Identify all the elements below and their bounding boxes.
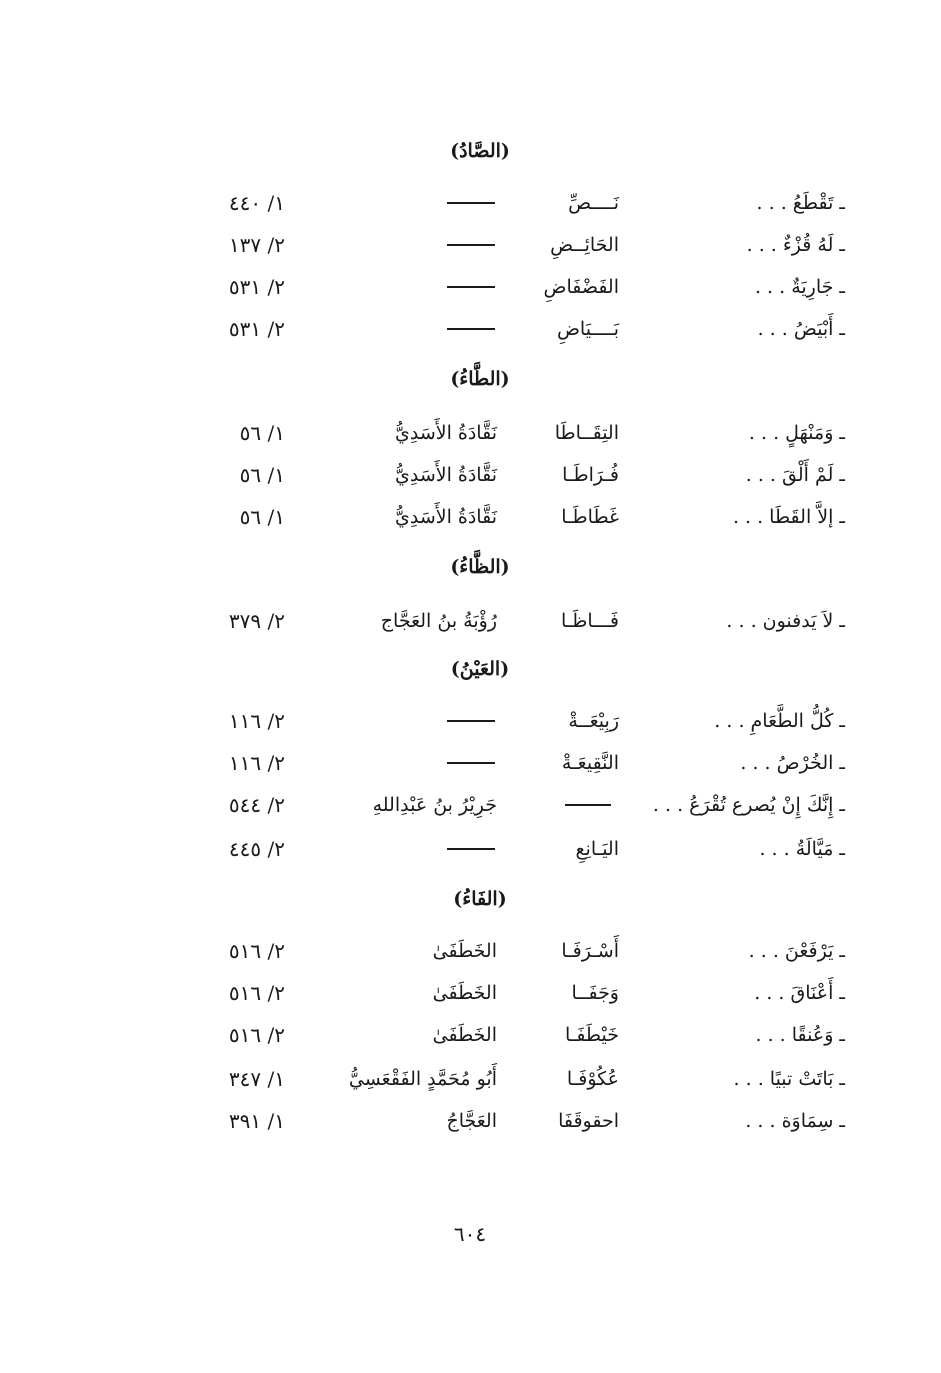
verse-opening: ـ أَعْنَاقَ . . . bbox=[754, 982, 845, 1004]
poet-name: رُؤْبَةُ بنُ العَجَّاج bbox=[380, 610, 497, 632]
section-heading-zaa: (الظَّاءُ) bbox=[450, 556, 510, 578]
poet-name: الخَطَفَىٰ bbox=[432, 1024, 497, 1046]
table-row bbox=[0, 500, 941, 534]
table-row bbox=[0, 228, 941, 262]
verse-opening: ـ أَبْيَضُ . . . bbox=[757, 318, 845, 340]
poet-name: العَجَّاجُ bbox=[446, 1110, 497, 1132]
volume-page-ref: ١/ ٥٦ bbox=[239, 421, 285, 445]
rhyme-word: نَــــصِّ bbox=[568, 192, 619, 214]
verse-opening: ـ لاَ يَدفنون . . . bbox=[726, 610, 845, 632]
rhyme-word: عُكُوْفَـا bbox=[566, 1068, 619, 1090]
table-row bbox=[0, 934, 941, 968]
volume-page-ref: ٢/ ١١٦ bbox=[228, 751, 285, 775]
verse-opening: ـ سِمَاوَة . . . bbox=[745, 1110, 845, 1132]
poet-name: نَقَّادَةُ الأَسَدِيُّ bbox=[394, 506, 497, 528]
rhyme-word: التِقَــاطَا bbox=[554, 422, 619, 444]
poet-unknown-dash bbox=[447, 328, 495, 330]
volume-page-ref: ٢/ ٥١٦ bbox=[228, 981, 285, 1005]
volume-page-ref: ١/ ٣٤٧ bbox=[228, 1067, 285, 1091]
table-row bbox=[0, 312, 941, 346]
rhyme-unknown-dash bbox=[565, 804, 611, 806]
section-heading-ayn: (العَيْنُ) bbox=[450, 658, 510, 680]
rhyme-word: رَبِيْعَــةْ bbox=[568, 710, 619, 732]
poet-unknown-dash bbox=[447, 286, 495, 288]
rhyme-word: اليَـانِعِ bbox=[575, 838, 619, 860]
verse-opening: ـ كُلُّ الطَّعَامِ . . . bbox=[714, 710, 845, 732]
volume-page-ref: ١/ ٣٩١ bbox=[228, 1109, 285, 1133]
verse-opening: ـ مَيَّالَةُ . . . bbox=[759, 838, 845, 860]
table-row bbox=[0, 788, 941, 822]
table-row bbox=[0, 458, 941, 492]
rhyme-word: خَيْطَفَـا bbox=[564, 1024, 619, 1046]
verse-opening: ـ وَعُنقًا . . . bbox=[755, 1024, 845, 1046]
poet-unknown-dash bbox=[447, 202, 495, 204]
poet-name: نَقَّادَةُ الأَسَدِيُّ bbox=[394, 464, 497, 486]
verse-opening: ـ وَمَنْهَلٍ . . . bbox=[748, 422, 845, 444]
section-heading-faa: (الفَاءُ) bbox=[453, 888, 507, 910]
volume-page-ref: ١/ ٥٦ bbox=[239, 505, 285, 529]
volume-page-ref: ٢/ ٤٤٥ bbox=[228, 837, 285, 861]
poet-name: نَقَّادَةُ الأَسَدِيُّ bbox=[394, 422, 497, 444]
volume-page-ref: ١/ ٤٤٠ bbox=[228, 191, 285, 215]
table-row bbox=[0, 1062, 941, 1096]
rhyme-word: احقوقَفَا bbox=[558, 1110, 619, 1132]
table-row bbox=[0, 976, 941, 1010]
verse-opening: ـ بَاتَتْ تبيًا . . . bbox=[733, 1068, 845, 1090]
table-row bbox=[0, 1018, 941, 1052]
rhyme-word: الفَضْفَاضِ bbox=[543, 276, 619, 298]
poet-unknown-dash bbox=[447, 244, 495, 246]
volume-page-ref: ٢/ ٥٤٤ bbox=[228, 793, 285, 817]
poet-unknown-dash bbox=[447, 848, 495, 850]
table-row bbox=[0, 746, 941, 780]
table-row bbox=[0, 832, 941, 866]
volume-page-ref: ١/ ٥٦ bbox=[239, 463, 285, 487]
rhyme-word: بَــــيَاضِ bbox=[556, 318, 619, 340]
rhyme-word: غَطَاطَـا bbox=[561, 506, 619, 528]
table-row bbox=[0, 1104, 941, 1138]
section-heading-taa: (الطَّاءُ) bbox=[450, 368, 510, 390]
volume-page-ref: ٢/ ٥٣١ bbox=[228, 317, 285, 341]
volume-page-ref: ٢/ ٥٣١ bbox=[228, 275, 285, 299]
volume-page-ref: ٢/ ١١٦ bbox=[228, 709, 285, 733]
verse-opening: ـ يَرْفَعْنَ . . . bbox=[748, 940, 845, 962]
verse-opening: ـ الخُرْصُ . . . bbox=[740, 752, 845, 774]
rhyme-word: الحَائِــضِ bbox=[550, 234, 619, 256]
volume-page-ref: ٢/ ١٣٧ bbox=[228, 233, 285, 257]
verse-opening: ـ جَارِيَةٌ . . . bbox=[754, 276, 845, 298]
rhyme-word: النَّقِيعَـةْ bbox=[561, 752, 619, 774]
table-row bbox=[0, 604, 941, 638]
poet-name: الخَطَفَىٰ bbox=[432, 982, 497, 1004]
table-row bbox=[0, 186, 941, 220]
verse-opening: ـ لَهُ قُزْءٌ . . . bbox=[746, 234, 845, 256]
poet-name: الخَطَفَىٰ bbox=[432, 940, 497, 962]
verse-opening: ـ تَقْطَعُ . . . bbox=[756, 192, 845, 214]
poet-name: أَبُو مُحَمَّدٍ الفَقْعَسِيُّ bbox=[348, 1068, 497, 1090]
poet-unknown-dash bbox=[447, 762, 495, 764]
verse-opening: ـ إِنَّكَ إِنْ يُصرع تُقْرَعُ . . . bbox=[652, 794, 845, 816]
poet-name: جَرِيْرُ بنُ عَبْدِاللهِ bbox=[372, 794, 497, 816]
volume-page-ref: ٢/ ٥١٦ bbox=[228, 1023, 285, 1047]
rhyme-word: فُـرَاطَـا bbox=[562, 464, 619, 486]
verse-opening: ـ لَمْ أَلْقَ . . . bbox=[745, 464, 845, 486]
rhyme-word: أَسْـرَفَـا bbox=[561, 940, 619, 962]
table-row bbox=[0, 416, 941, 450]
volume-page-ref: ٢/ ٣٧٩ bbox=[228, 609, 285, 633]
section-heading-sad: (الصَّادُ) bbox=[450, 140, 510, 162]
table-row bbox=[0, 270, 941, 304]
rhyme-word: وَجَفَــا bbox=[571, 982, 619, 1004]
volume-page-ref: ٢/ ٥١٦ bbox=[228, 939, 285, 963]
poet-unknown-dash bbox=[447, 720, 495, 722]
verse-opening: ـ إلاَّ القَطَا . . . bbox=[732, 506, 845, 528]
rhyme-word: فَـــاظَـا bbox=[560, 610, 619, 632]
table-row bbox=[0, 704, 941, 738]
page-number: ٦٠٤ bbox=[453, 1222, 487, 1246]
